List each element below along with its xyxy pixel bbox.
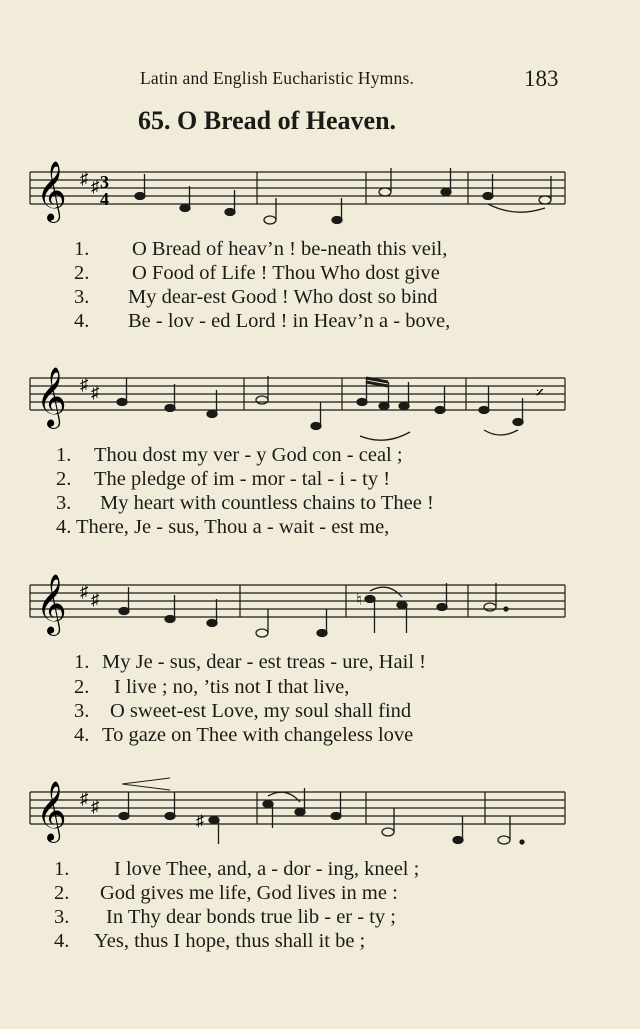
music-staff-2 (0, 358, 640, 458)
svg-text:♯: ♯ (91, 797, 100, 816)
running-head: Latin and English Eucharistic Hymns. (140, 68, 415, 88)
verse-number: 4. (74, 310, 90, 332)
verse-number: 1. (74, 651, 90, 673)
music-staff-3 (0, 565, 640, 665)
verse-text: Yes, thus I hope, thus shall it be ; (94, 930, 366, 952)
verse-number: 1. (56, 444, 72, 466)
treble-clef-icon: 𝄞 (36, 574, 67, 634)
verse-text: God gives me life, God lives in me : (100, 882, 398, 904)
verse-number: 3. (74, 286, 90, 308)
verse-number: 3. (74, 700, 90, 722)
verse-number: 4. (74, 724, 90, 746)
verse-text: I love Thee, and, a - dor - ing, kneel ; (114, 858, 420, 880)
verse-text: My Je - sus, dear - est treas - ure, Hail ! (102, 651, 426, 673)
music-staff-1 (0, 150, 640, 250)
verse-text: O Bread of heav’n ! be-neath this veil, (132, 238, 448, 260)
svg-text:♯: ♯ (91, 590, 100, 609)
verse-text: In Thy dear bonds true lib - er - ty ; (106, 906, 396, 928)
verse-number: 1. (54, 858, 70, 880)
verse-number: 2. (74, 262, 90, 284)
verse-text: The pledge of im - mor - tal - i - ty ! (94, 468, 391, 490)
verse-text: My dear-est Good ! Who dost so bind (128, 286, 438, 308)
svg-text:♯: ♯ (91, 383, 100, 402)
svg-text:♯: ♯ (80, 582, 89, 601)
svg-text:♯: ♯ (80, 375, 89, 394)
svg-text:♯: ♯ (196, 813, 204, 830)
svg-text:♯: ♯ (80, 169, 89, 188)
hymn-title: 65. O Bread of Heaven. (138, 106, 397, 135)
verse-number: 4. (54, 930, 70, 952)
verse-number: 3. (56, 492, 72, 514)
verse-number: 1. (74, 238, 90, 260)
verse-text: I live ; no, ’tis not I that live, (114, 676, 350, 698)
page-number: 183 (524, 66, 559, 91)
treble-clef-icon: 𝄞 (36, 367, 67, 427)
verse-text: O sweet-est Love, my soul shall find (110, 700, 412, 722)
repeat-sign-icon: 𝄎 (536, 385, 544, 402)
treble-clef-icon: 𝄞 (36, 161, 67, 221)
svg-text:♮: ♮ (356, 592, 362, 609)
verse-text: My heart with countless chains to Thee ! (100, 492, 434, 514)
verse-number: 2. (56, 468, 72, 490)
verse-number: 2. (54, 882, 70, 904)
music-staff-4 (0, 770, 640, 870)
svg-text:♯: ♯ (80, 789, 89, 808)
verse-text: There, Je - sus, Thou a - wait - est me, (76, 516, 390, 538)
treble-clef-icon: 𝄞 (36, 781, 67, 841)
verse-number: 4. (56, 516, 72, 538)
time-sig-bottom: 4 (100, 189, 109, 209)
verse-text: To gaze on Thee with changeless love (102, 724, 414, 746)
verse-number: 3. (54, 906, 70, 928)
verse-text: O Food of Life ! Thou Who dost give (132, 262, 440, 284)
verse-number: 2. (74, 676, 90, 698)
time-sig-top: 3 (100, 172, 109, 192)
svg-text:♯: ♯ (91, 177, 100, 196)
verse-text: Thou dost my ver - y God con - ceal ; (94, 444, 403, 466)
verse-text: Be - lov - ed Lord ! in Heav’n a - bove, (128, 310, 451, 332)
